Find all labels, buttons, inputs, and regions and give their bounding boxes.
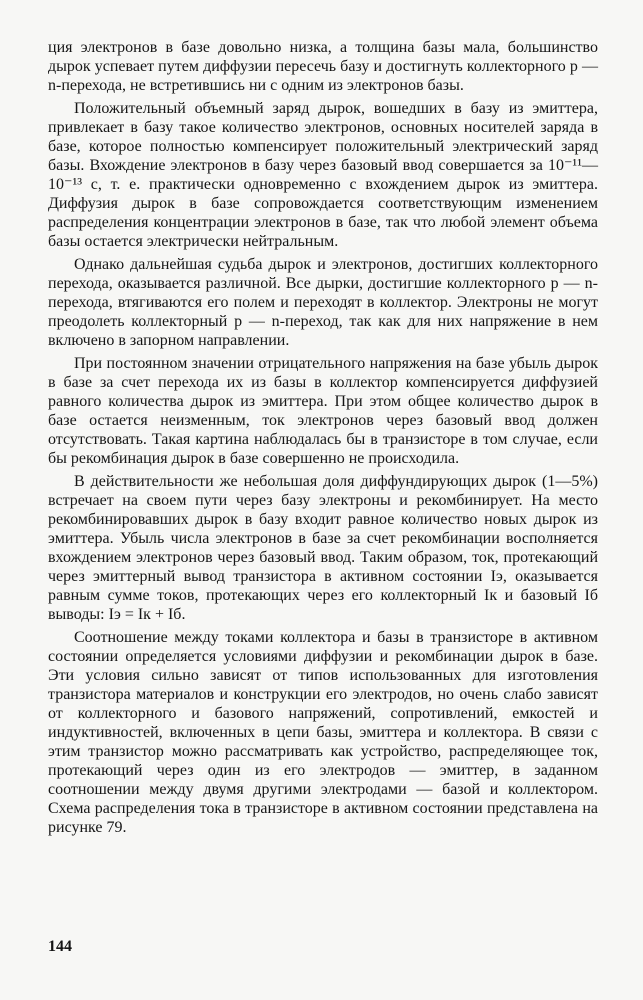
- paragraph-1: ция электронов в базе довольно низка, а толщина базы мала, большинство дырок успевает путем диффузии пересечь базу и достигнуть коллекторного p — n-перехода, не встретившись ни с одним из электронов базы.: [48, 39, 598, 94]
- page-body: [48, 38, 598, 841]
- paragraph-3: Однако дальнейшая судьба дырок и электронов, достигших коллекторного перехода, оказывается различной. Все дырки, достигшие коллекторного p — n-перехода, втягиваются его полем и переходят в коллектор. Электроны не могут преодолеть коллекторный p — n-переход, так как для них напряжение в нем включено в запорном направлении.: [48, 256, 598, 349]
- page-number: 144: [48, 938, 72, 955]
- paragraph-6: Соотношение между токами коллектора и базы в транзисторе в активном состоянии определяется условиями диффузии и рекомбинации дырок в базе. Эти условия сильно зависят от типов использованных для изготовления транзистора материалов и конструкции его электродов, но очень слабо зависят от коллекторного и базового напряжений, сопротивлений, емкостей и индуктивностей, включенных в цепи базы, эмиттера и коллектора. В связи с этим транзистор можно рассматривать как устройство, распределяющее ток, протекающий через один из его электродов — эмиттер, в заданном соотношении между двумя другими электродами — базой и коллектором. Схема распределения тока в транзисторе в активном состоянии представлена на рисунке 79.: [48, 629, 598, 836]
- paragraph-4: При постоянном значении отрицательного напряжения на базе убыль дырок в базе за счет перехода их из базы в коллектор компенсируется диффузией равного количества дырок из эмиттера. При этом общее количество дырок в базе остается неизменным, ток электронов через базовый ввод должен отсутствовать. Такая картина наблюдалась бы в транзисторе в том случае, если бы рекомбинация дырок в базе совершенно не происходила.: [48, 355, 598, 467]
- paragraph-5: В действительности же небольшая доля диффундирующих дырок (1—5%) встречает на своем пути через базу электроны и рекомбинирует. На место рекомбинировавших дырок в базу входит равное количество новых дырок из эмиттера. Убыль числа электронов в базе за счет рекомбинации восполняется вхождением электронов через базовый ввод. Таким образом, ток, протекающий через эмиттерный вывод транзистора в активном состоянии Iэ, оказывается равным сумме токов, протекающих через его коллекторный Iк и базовый Iб выводы: Iэ = Iк + Iб.: [48, 473, 598, 623]
- paragraph-2: Положительный объемный заряд дырок, вошедших в базу из эмиттера, привлекает в базу такое количество электронов, основных носителей заряда в базе, которое полностью компенсирует положительный электрический заряд базы. Вхождение электронов в базу через базовый ввод совершается за 10⁻¹¹—10⁻¹³ с, т. е. практически одновременно с вхождением дырок из эмиттера. Диффузия дырок в базе сопровождается соответствующим изменением распределения концентрации электронов в базе, так что любой элемент объема базы остается электрически нейтральным.: [48, 100, 598, 250]
